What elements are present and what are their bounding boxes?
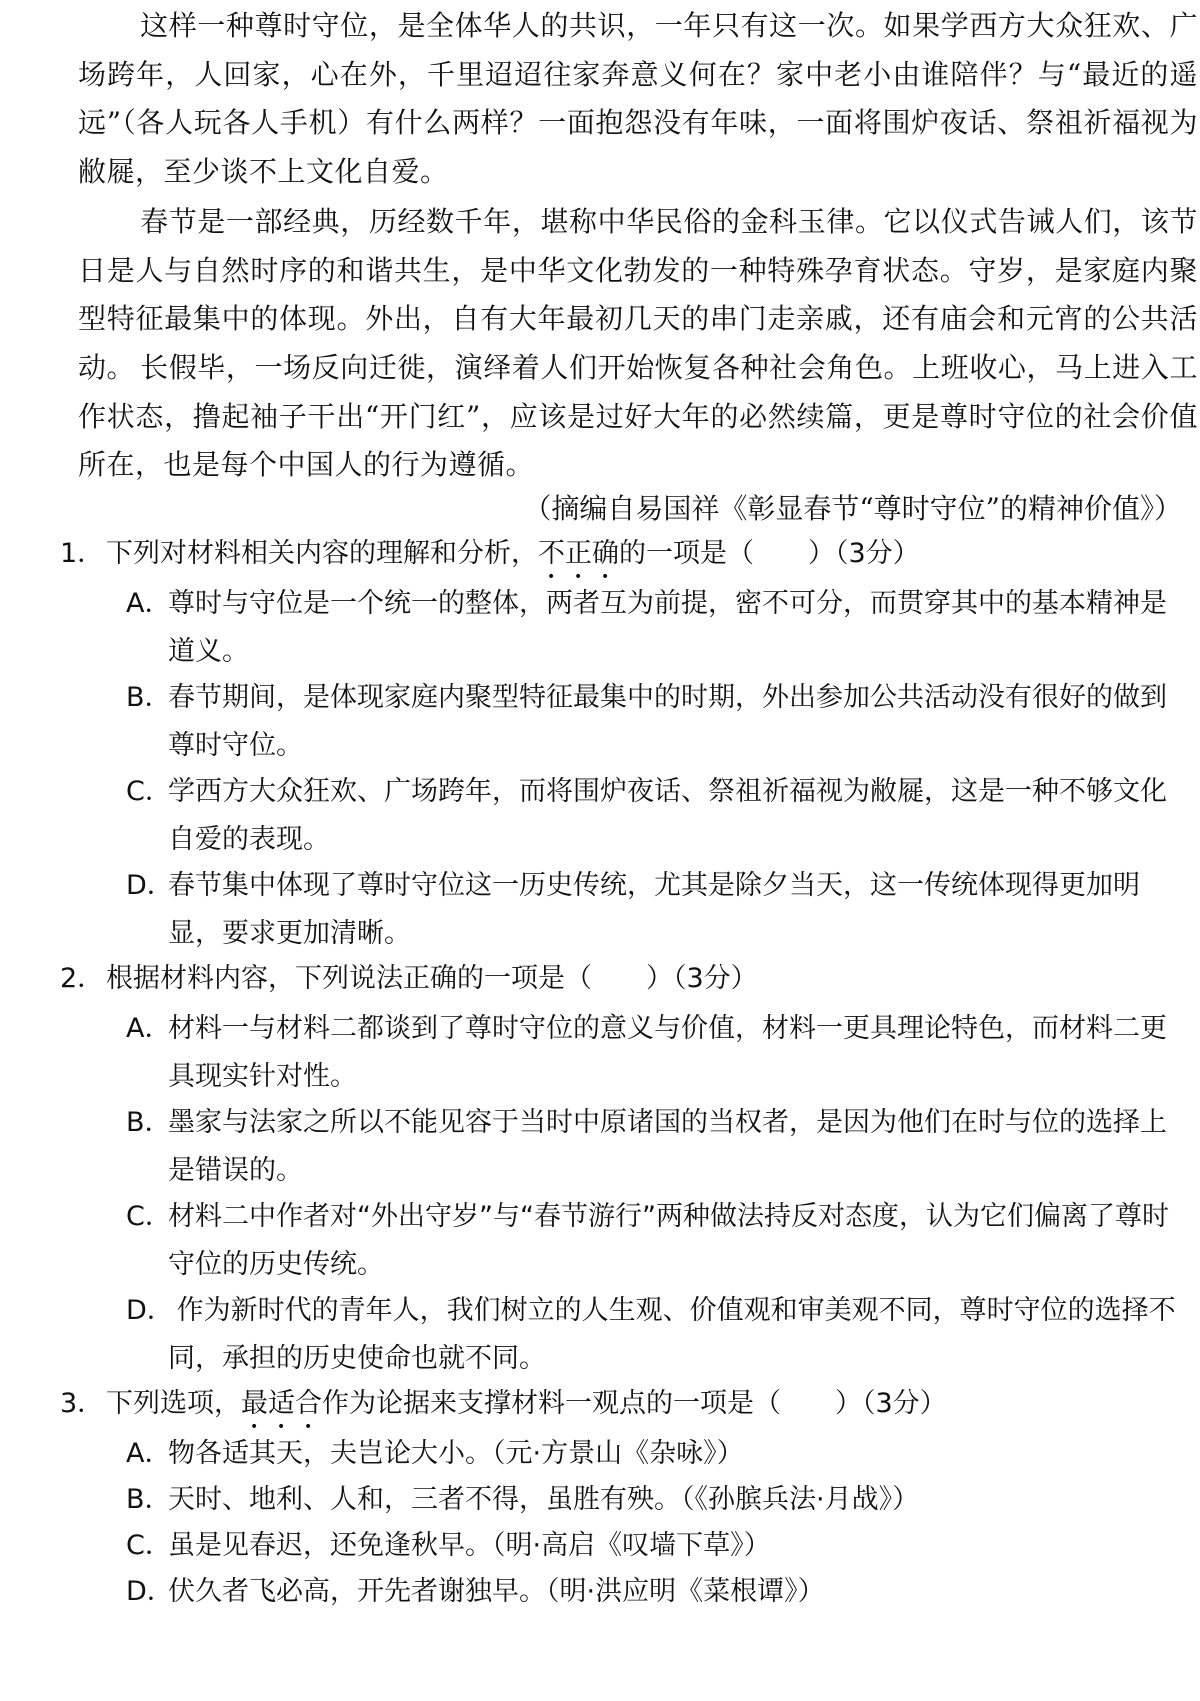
option-text: 材料一与材料二都谈到了尊时守位的意义与价值，材料一更具理论特色，而材料二更具现实针对性。 [168, 1013, 1167, 1092]
option-text: 物各适其天，夫岂论大小。（元·方景山《杂咏》） [168, 1438, 744, 1469]
option-letter: A． [126, 1013, 172, 1044]
stem-text: 下列对材料相关内容的理解和分析， [106, 538, 538, 569]
option-text: 尊时与守位是一个统一的整体，两者互为前提，密不可分，而贯穿其中的基本精神是道义。 [168, 588, 1167, 667]
option-letter: D． [126, 1295, 174, 1326]
stem-text: 根据材料内容，下列说法正确的一项是（ ）（3分） [106, 963, 758, 994]
question-2-option-d [126, 1287, 1192, 1382]
question-1-stem [60, 530, 1190, 585]
option-letter: A． [126, 1438, 172, 1469]
option-text: 春节集中体现了尊时守位这一历史传统，尤其是除夕当天，这一传统体现得更加明显，要求更加清晰。 [168, 870, 1140, 949]
option-letter: A． [126, 588, 172, 619]
option-text: 天时、地利、人和，三者不得，虽胜有殃。（《孙膑兵法·月战》） [168, 1484, 920, 1515]
question-number: 3． [60, 1388, 105, 1419]
option-text: 虽是见春迟，还免逢秋早。（明·高启《叹墙下草》） [168, 1530, 771, 1561]
passage-paragraph-1 [78, 2, 1198, 196]
stem-emphasis: 最适合 [241, 1388, 322, 1419]
passage-text: 春节是一部经典，历经数千年，堪称中华民俗的金科玉律。它以仪式告诫人们，该节日是人与自然时序的和谐共生，是中华文化勃发的一种特殊孕育状态。守岁，是家庭内聚型特征最集中的体现。外出，自有大年最初几天的串门走亲戚，还有庙会和元宵的公共活动。 [78, 205, 1198, 384]
question-2-stem [60, 955, 1190, 1002]
question-2-option-b [126, 1099, 1192, 1194]
option-text: 春节期间，是体现家庭内聚型特征最集中的时期，外出参加公共活动没有很好的做到尊时守位。 [168, 682, 1167, 761]
option-letter: B． [126, 1107, 172, 1138]
option-letter: B． [126, 682, 172, 713]
option-letter: C． [126, 1530, 172, 1561]
question-2-option-c [126, 1193, 1192, 1288]
question-1-option-a [126, 580, 1192, 675]
passage-paragraph-3 [78, 344, 1198, 490]
question-3-option-c [126, 1522, 1192, 1570]
option-text: 学西方大众狂欢、广场跨年，而将围炉夜话、祭祖祈福视为敝屣，这是一种不够文化自爱的表现。 [168, 776, 1167, 855]
option-text: 材料二中作者对“外出守岁”与“春节游行”两种做法持反对态度，认为它们偏离了尊时守位的历史传统。 [168, 1201, 1169, 1280]
option-text: 墨家与法家之所以不能见容于当时中原诸国的当权者，是因为他们在时与位的选择上是错误的。 [168, 1107, 1167, 1186]
stem-text: 作为论据来支撑材料一观点的一项是（ ）（3分） [322, 1388, 947, 1419]
stem-text: 下列选项， [106, 1388, 241, 1419]
question-number: 2． [60, 963, 105, 994]
question-1-option-d [126, 862, 1192, 957]
option-letter: C． [126, 776, 172, 807]
option-letter: D． [126, 1576, 174, 1607]
question-2-option-a [126, 1005, 1192, 1100]
question-3-stem [60, 1380, 1190, 1435]
passage-text: 这样一种尊时守位，是全体华人的共识，一年只有这一次。如果学西方大众狂欢、广场跨年，人回家，心在外，千里迢迢往家奔意义何在？家中老小由谁陪伴？与“最近的遥远”（各人玩各人手机）有什么两样？一面抱怨没有年味，一面将围炉夜话、祭祖祈福视为敝屣，至少谈不上文化自爱。 [78, 9, 1198, 188]
question-3-option-b [126, 1476, 1192, 1524]
option-text: 作为新时代的青年人，我们树立的人生观、价值观和审美观不同，尊时守位的选择不同，承担的历史使命也就不同。 [168, 1295, 1176, 1374]
passage-source: （摘编自易国祥《彰显春节“尊时守位”的精神价值》） [523, 492, 1182, 525]
option-letter: D． [126, 870, 174, 901]
option-letter: C． [126, 1201, 172, 1232]
question-number: 1． [60, 538, 105, 569]
stem-text: 的一项是（ ）（3分） [619, 538, 920, 569]
question-1-option-b [126, 674, 1192, 769]
option-text: 伏久者飞必高，开先者谢独早。（明·洪应明《菜根谭》） [168, 1576, 825, 1607]
question-3-option-d [126, 1568, 1192, 1616]
stem-emphasis: 不正确 [538, 538, 619, 569]
passage-text: 长假毕，一场反向迁徙，演绎着人们开始恢复各种社会角色。上班收心，马上进入工作状态，撸起袖子干出“开门红”，应该是过好大年的必然续篇，更是尊时守位的社会价值所在，也是每个中国人的行为遵循。 [78, 351, 1198, 481]
option-letter: B． [126, 1484, 172, 1515]
question-3-option-a [126, 1430, 1192, 1478]
question-1-option-c [126, 768, 1192, 863]
